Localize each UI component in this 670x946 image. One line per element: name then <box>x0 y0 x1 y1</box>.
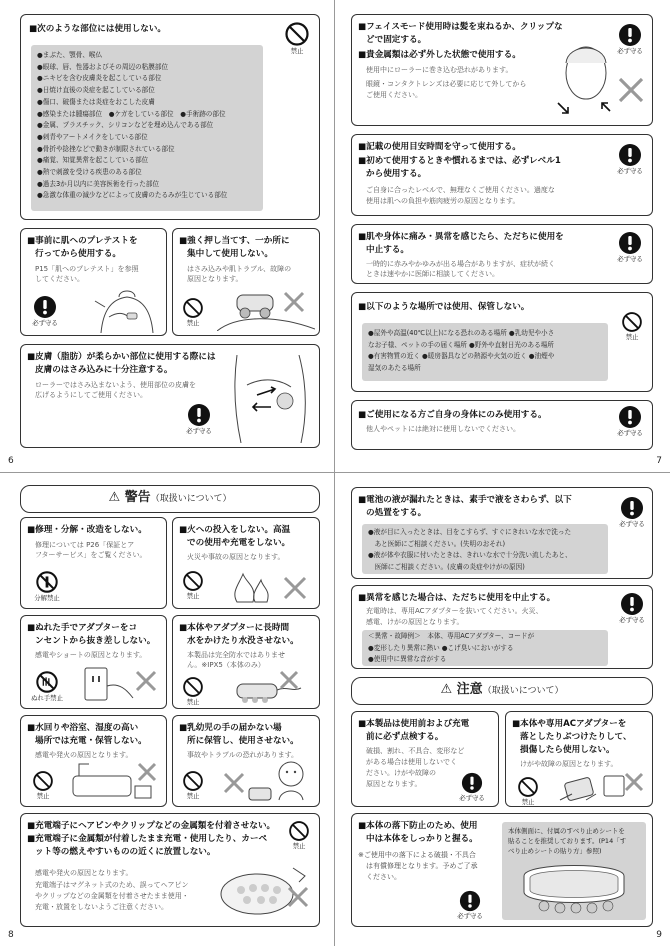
prohibited-icon: 禁止 <box>177 676 209 707</box>
box-stop-on-abnormal: ■異常を感じた場合は、ただちに使用を中止する。 充電時は、専用ACアダプターを抜いてください。火災、 感電、けがの原因となります。 ＜異常・故障例＞ 本体、専用ACアダプター、コードが ●変形したり異常に熱い ●こげ臭いにおいがする ●使用中に異常な音がする 必ず守る <box>351 585 653 669</box>
box-no-disassembly: ■修理・分解・改造をしない。 修理については P26「保証とア フターサービス」をご覧ください。 分解禁止 <box>20 517 167 609</box>
page-number: 6 <box>8 456 14 466</box>
list-item: ●変形したり異常に熱い ●こげ臭いにおいがする <box>368 643 514 652</box>
prohibited-icon: 禁止 <box>177 297 209 328</box>
box-hair-jewelry: ■フェイスモード使用時は髪を束ねるか、クリップな どで固定する。 ■貴金属類は必ず外した状態で使用する。 使用中にローラーに巻き込む恐れがあります。 眼鏡・コンタクトレンズは必要に応じて外してから ご使用ください。 必ず守る <box>351 14 653 126</box>
list-item: ●感染または腫瘍部位 ●ケガをしている部位 ●手術跡の部位 <box>37 109 226 118</box>
pretest-illustration <box>91 281 163 333</box>
prohibited-icon: 禁止 <box>616 311 648 342</box>
face-illustration <box>548 33 648 123</box>
box-grip-firmly: ■本体の落下防止のため、使用 中は本体をしっかりと握る。 ※ご使用中の落下による破損・不具合 は有償修理となります。予めご了承 ください。 必ず守る 本体側面に、付属のすべり止めシートを 貼ることを推奨しております。(P14「す べり止めシートの貼り方」参照) <box>351 813 653 927</box>
box-children: ■乳幼児の手の届かない場 所に保管し、使用させない。 事故やトラブルの恐れがあります。 禁止 <box>172 715 320 807</box>
page-number: 9 <box>656 930 662 940</box>
battery-leak-list <box>368 527 602 574</box>
box-wet-hands: ■ぬれた手でアダプターをコ ンセントから抜き差ししない。 感電やショートの原因となります。 ぬれ手禁止 <box>20 615 167 709</box>
box-stop-if-pain: ■肌や身体に痛み・異常を感じたら、ただちに使用を 中止する。 一時的に赤みやかゆみが出る場合がありますが、症状が続く ときは速やかに医師に相談してください。 必ず守る <box>351 224 653 284</box>
mandatory-icon: 必ず守る <box>450 890 490 921</box>
list-item: ●過去3か月以内に美容医術を行った部位 <box>37 179 160 188</box>
prohibited-icon: 禁止 <box>27 770 59 801</box>
box-no-water: ■本体やアダプターに長時間 水をかけたり水没させない。 本製品は完全防水ではありませ ん。※IPX5（本体のみ） 禁止 <box>172 615 320 709</box>
list-item: ●熱で刺激を受ける疾患のある部位 <box>37 168 142 177</box>
mandatory-icon: 必ず守る <box>612 496 652 529</box>
dropped-device-illustration <box>556 770 648 804</box>
device-water-illustration <box>223 670 315 706</box>
box-battery-leak: ■電池の液が漏れたときは、素手で液をさわらず、以下 の処置をする。 ●液が目に入ったときは、目をこすらず、すぐにきれいな水で洗った あと医師にご相談ください。(失明のおそれ) ●液が体や衣服に付いたときは、きれいな水で十分洗い流したあと、 医師にご相談ください。(皮膚の炎症やけがの原因) 必ず守る <box>351 487 653 579</box>
mandatory-icon: 必ず守る <box>181 403 217 436</box>
outlet-illustration <box>79 664 163 706</box>
list-item: ●屋外や高温(40℃以上)になる恐れのある場所 ●乳幼児や小さ <box>368 329 555 337</box>
caution-header: ⚠ 注意（取扱いについて） <box>351 677 653 705</box>
prohibited-areas-list <box>37 50 257 202</box>
anti-slip-note-panel: 本体側面に、付属のすべり止めシートを 貼ることを推奨しております。(P14「す べり止めシートの貼り方」参照) <box>502 822 646 920</box>
prohibited-areas-panel <box>31 45 263 211</box>
prohibited-icon: 禁止 <box>177 570 209 601</box>
mandatory-icon: 必ず守る <box>27 295 63 328</box>
box-title: ■次のような部位には使用しない。 <box>29 24 167 34</box>
box-prohibited-areas <box>20 14 320 220</box>
prohibited-icon: 禁止 <box>177 770 209 801</box>
list-item: ●使用中に異常な音がする <box>368 655 447 664</box>
prohibited-icon: 禁止 <box>279 21 315 56</box>
list-item: ●刺青やアートメイクをしている部位 <box>37 132 148 141</box>
mandatory-icon: 必ず守る <box>452 772 492 803</box>
bathroom-illustration <box>69 760 163 804</box>
mandatory-icon: 必ず守る <box>610 405 650 438</box>
box-inspect: ■本製品は使用前および充電 前に必ず点検する。 破損、割れ、不具合、変形など がある場合は使用しないでく ださい。けがや故障の 原因となります。 必ず守る <box>351 711 499 807</box>
box-no-humid: ■水回りや浴室、湿度の高い 場所では充電・保管しない。 感電や発火の原因となります。 禁止 <box>20 715 167 807</box>
page-8 <box>0 473 335 946</box>
no-disassembly-icon: 分解禁止 <box>27 570 67 603</box>
page-9 <box>335 473 670 946</box>
list-item: なお子様、ペットの手の届く場所 ●野外や直射日光のある場所 <box>368 340 554 349</box>
list-item: ●骨折や捻挫などで動きが制限されている部位 <box>37 144 175 153</box>
prohibited-icon: 禁止 <box>283 820 315 851</box>
caution-triangle-icon: ⚠ <box>440 682 453 697</box>
box-metal-terminals: ■充電端子にヘアピンやクリップなどの金属類を付着させない。 ■充電端子に金属類が付着したまま充電・使用したり、カーペ ット等の燃えやすいものの近くに放置しない。 感電や発火の原因となります。 充電端子はマグネット式のため、誤ってヘアピン やクリップなどの金属類を付着させたまま使用・ 充電・放置をしないようご注意ください。 禁止 <box>20 813 320 927</box>
list-item: ●有害物質の近く ●暖房器具などの熱源や火気の近く ●油煙や <box>368 352 555 361</box>
box-soft-skin: ■皮膚（脂肪）が柔らかい部位に使用する際には 皮膚のはさみ込みに十分注意する。 ローラーではさみ込まないよう、使用部位の皮膚を 広げるようにしてご使用ください。 必ず守る <box>20 344 320 448</box>
list-item: ●急激な体重の減少などによって皮膚のたるみが生じている部位 <box>37 191 228 200</box>
warning-triangle-icon: ⚠ <box>108 490 121 505</box>
pressing-illustration <box>217 285 315 331</box>
list-item: ●まぶた、顎骨、喉仏 <box>37 51 103 59</box>
soft-skin-illustration <box>227 355 315 443</box>
storage-locations-list <box>368 328 602 375</box>
list-item: ●眼球、唇、性器およびその周辺の粘膜部位 <box>37 62 169 71</box>
list-item: ●液が目に入ったときは、目をこすらず、すぐにきれいな水で洗った <box>368 528 572 536</box>
page-6 <box>0 0 335 473</box>
fire-illustration <box>227 566 315 604</box>
list-item: ●日焼け直後の炎症を起こしている部位 <box>37 86 155 95</box>
box-self-use-only: ■ご使用になる方ご自身の身体にのみ使用する。 他人やペットには絶対に使用しないでください。 必ず守る <box>351 400 653 450</box>
list-item: ●液が体や衣服に付いたときは、きれいな水で十分洗い流したあと、 <box>368 551 572 560</box>
list-item: ●傷口、破傷または炎症をおこした皮膚 <box>37 97 155 106</box>
mandatory-icon: 必ず守る <box>610 23 650 56</box>
box-storage-locations: ■以下のような場所では使用、保管しない。 ●屋外や高温(40℃以上)になる恐れのある場所 ●乳幼児や小さ なお子様、ペットの手の届く場所 ●野外や直射日光のある場所 ●有害物質の近く ●暖房器具などの熱源や火気の近く ●油煙や 湿気のあたる場所 禁止 <box>351 292 653 392</box>
page-number: 7 <box>656 456 662 466</box>
list-item: ●痛覚、知覚異常を起こしている部位 <box>37 156 149 165</box>
baby-illustration <box>217 760 315 804</box>
box-no-fire: ■火への投入をしない。高温 での使用や充電をしない。 火災や事故の原因となります。 禁止 <box>172 517 320 609</box>
box-no-pressing: ■強く押し当てす、一か所に 集中して使用しない。 はさみ込みや肌トラブル、故障の 原因となります。 禁止 <box>172 228 320 336</box>
list-item: ●ニキビを含む皮膚炎を起こしている部位 <box>37 74 162 83</box>
list-item: あと医師にご相談ください。(失明のおそれ) <box>368 539 506 548</box>
box-usage-time: ■記載の使用目安時間を守って使用する。 ■初めて使用するときや慣れるまでは、必ずレベル1 から使用する。 ご自身に合ったレベルで、無理なくご使用ください。過度な 使用は肌への負担や筋肉疲労の原因となります。 必ず守る <box>351 134 653 216</box>
abnormal-examples-list <box>368 631 602 666</box>
box-pretest: ■事前に肌へのプレテストを 行ってから使用する。 P15「肌へのプレテスト」を参照 してください。 必ず守る <box>20 228 167 336</box>
box-dropped: ■本体や専用ACアダプターを 落としたりぶつけたりして、 損傷したら使用しない。 けがや故障の原因となります。 禁止 <box>505 711 653 807</box>
battery-leak-panel <box>362 524 608 574</box>
no-wet-hands-icon: ぬれ手禁止 <box>27 670 67 703</box>
warning-header: ⚠ 警告（取扱いについて） <box>20 485 320 513</box>
anti-slip-sheet-illustration <box>516 858 632 916</box>
abnormal-examples-panel <box>362 630 608 666</box>
list-item: 医師にご相談ください。(皮膚の炎症やけがの原因) <box>368 563 525 572</box>
page-number: 8 <box>8 930 14 940</box>
mandatory-icon: 必ず守る <box>612 592 652 625</box>
list-item: ＜異常・故障例＞ 本体、専用ACアダプター、コードが <box>368 632 535 640</box>
mandatory-icon: 必ず守る <box>610 143 650 176</box>
page-7 <box>335 0 670 473</box>
prohibited-icon: 禁止 <box>512 776 544 807</box>
storage-locations-panel <box>362 323 608 381</box>
list-item: 湿気のあたる場所 <box>368 364 421 373</box>
list-item: ●金属、プラスチック、シリコンなどを埋め込んである部位 <box>37 121 214 130</box>
terminal-illustration <box>217 862 315 924</box>
mandatory-icon: 必ず守る <box>610 231 650 264</box>
